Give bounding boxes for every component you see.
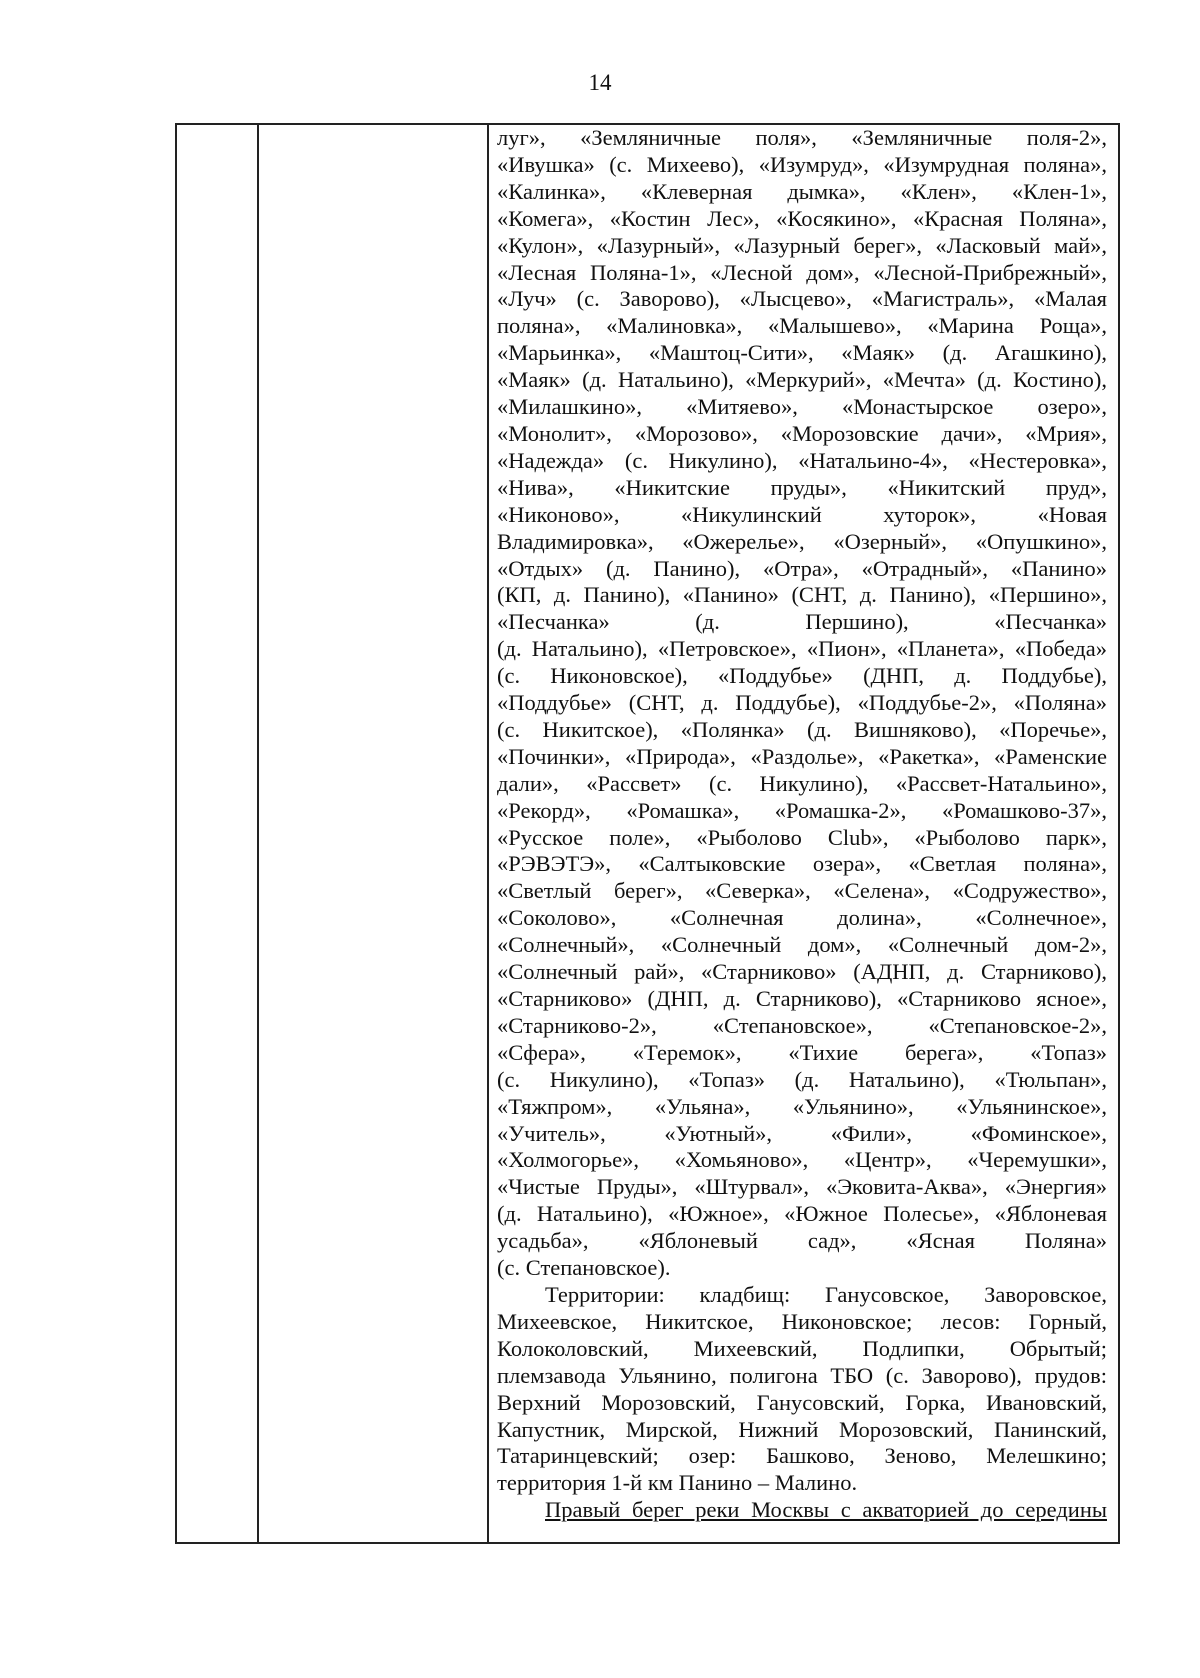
text-line: «Чистые Пруды», «Штурвал», «Эковита-Аква», «Энергия»	[497, 1174, 1107, 1200]
text-line: (д. Натальино), «Петровское», «Пион», «Планета», «Победа»	[497, 636, 1107, 662]
text-line: «Марьинка», «Маштоц-Сити», «Маяк» (д. Агашкино),	[497, 340, 1107, 366]
text-line: «Починки», «Природа», «Раздолье», «Ракетка», «Раменские	[497, 743, 1107, 769]
text-line: Верхний Морозовский, Ганусовский, Горка, Ивановский,	[497, 1389, 1107, 1415]
text-line: «Соколово», «Солнечная долина», «Солнечное»,	[497, 905, 1107, 931]
text-line: «Песчанка» (д. Першино), «Песчанка»	[497, 609, 1107, 635]
text-line: «Светлый берег», «Северка», «Селена», «Содружество»,	[497, 878, 1107, 904]
text-line: «Солнечный», «Солнечный дом», «Солнечный дом-2»,	[497, 932, 1107, 958]
text-line: «Тяжпром», «Ульяна», «Ульянино», «Ульянинское»,	[497, 1093, 1107, 1119]
text-line: «Милашкино», «Митяево», «Монастырское озеро»,	[497, 394, 1107, 420]
text-line: «Рекорд», «Ромашка», «Ромашка-2», «Ромашково-37»,	[497, 797, 1107, 823]
text-line: поляна», «Малиновка», «Малышево», «Марина Роща»,	[497, 313, 1107, 339]
text-line: усадьба», «Яблоневый сад», «Ясная Поляна»	[497, 1228, 1107, 1254]
text-line: «Маяк» (д. Натальино), «Меркурий», «Мечта» (д. Костино),	[497, 367, 1107, 393]
text-line: (с. Никитское), «Полянка» (д. Вишняково), «Поречье»,	[497, 716, 1107, 742]
document-table	[175, 123, 1120, 1544]
text-line: «Надежда» (с. Никулино), «Натальино-4», «Нестеровка»,	[497, 447, 1107, 473]
text-line: «Русское поле», «Рыболово Club», «Рыболово парк»,	[497, 824, 1107, 850]
text-line: «Отдых» (д. Панино), «Отра», «Отрадный», «Панино»	[497, 555, 1107, 581]
text-line: «Холмогорье», «Хомьяново», «Центр», «Черемушки»,	[497, 1147, 1107, 1173]
text-line: луг», «Земляничные поля», «Земляничные поля-2»,	[497, 125, 1107, 150]
text-line: «РЭВЭТЭ», «Салтыковские озера», «Светлая поляна»,	[497, 851, 1107, 877]
text-line: «Луч» (с. Заворово), «Лысцево», «Магистраль», «Малая	[497, 286, 1107, 312]
text-line: (с. Никулино), «Топаз» (д. Натальино), «Тюльпан»,	[497, 1066, 1107, 1092]
text-line: территория 1-й км Панино – Малино.	[497, 1470, 858, 1496]
text-line: Михеевское, Никитское, Никоновское; лесов: Горный,	[497, 1308, 1107, 1334]
text-line: племзавода Ульянино, полигона ТБО (с. Заворово), прудов:	[497, 1362, 1107, 1388]
text-line: Капустник, Мирской, Нижний Морозовский, Панинский,	[497, 1416, 1107, 1442]
text-line: «Лесная Поляна-1», «Лесной дом», «Лесной-Прибрежный»,	[497, 259, 1107, 285]
page-number: 14	[588, 70, 612, 95]
text-line: «Сфера», «Теремок», «Тихие берега», «Топаз»	[497, 1039, 1107, 1065]
text-line: «Солнечный рай», «Старниково» (АДНП, д. Старниково),	[497, 959, 1107, 985]
text-line: «Старниково» (ДНП, д. Старниково), «Старниково ясное»,	[497, 986, 1107, 1011]
column-divider-1	[257, 125, 259, 1542]
text-line: «Нива», «Никитские пруды», «Никитский пруд»,	[497, 474, 1107, 500]
text-line: Татаринцевский; озер: Башково, Зеново, Мелешкино;	[497, 1443, 1107, 1469]
text-line: «Никоново», «Никулинский хуторок», «Новая	[497, 501, 1107, 527]
text-line: дали», «Рассвет» (с. Никулино), «Рассвет-Натальино»,	[497, 770, 1107, 796]
table-cell-text	[497, 125, 1107, 1524]
text-line: (КП, д. Панино), «Панино» (СНТ, д. Панино), «Першино»,	[497, 582, 1107, 608]
text-line: Территории: кладбищ: Ганусовское, Заворовское,	[545, 1281, 1107, 1307]
text-line: «Комега», «Костин Лес», «Косякино», «Красная Поляна»,	[497, 205, 1107, 231]
text-line: «Старниково-2», «Степановское», «Степановское-2»,	[497, 1012, 1107, 1038]
text-line: (с. Степановское).	[497, 1255, 671, 1281]
text-line: «Ивушка» (с. Михеево), «Изумруд», «Изумрудная поляна»,	[497, 151, 1107, 177]
text-line: (с. Никоновское), «Поддубье» (ДНП, д. Поддубье),	[497, 663, 1107, 689]
text-line: «Монолит», «Морозово», «Морозовские дачи», «Мрия»,	[497, 420, 1107, 446]
text-line: «Калинка», «Клеверная дымка», «Клен», «Клен-1»,	[497, 178, 1107, 204]
text-line: «Учитель», «Уютный», «Фили», «Фоминское»,	[497, 1120, 1107, 1146]
text-line: «Кулон», «Лазурный», «Лазурный берег», «Ласковый май»,	[497, 232, 1107, 258]
text-line: (д. Натальино), «Южное», «Южное Полесье», «Яблоневая	[497, 1201, 1107, 1227]
text-line: Владимировка», «Ожерелье», «Озерный», «Опушкино»,	[497, 528, 1107, 554]
column-divider-2	[487, 125, 489, 1542]
text-line: Правый берег реки Москвы с акваторией до середины	[545, 1497, 1107, 1523]
text-line: Колоколовский, Михеевский, Подлипки, Обрытый;	[497, 1335, 1107, 1361]
text-line: «Поддубье» (СНТ, д. Поддубье), «Поддубье-2», «Поляна»	[497, 690, 1107, 716]
